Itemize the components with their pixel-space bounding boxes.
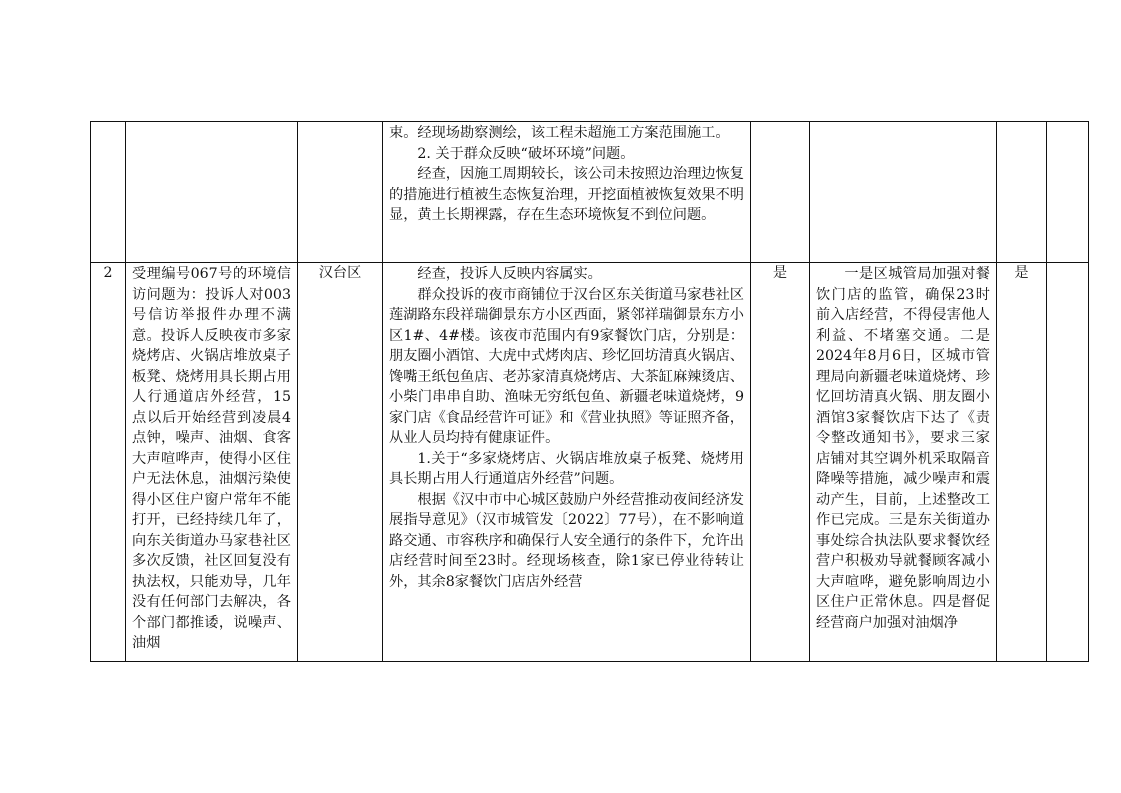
district-cell — [298, 122, 383, 263]
issue-text: 受理编号067号的环境信访问题为：投诉人对003号信访举报件办理不满意。投诉人反映夜市多家烧烤店、火锅店堆放桌子板凳、烧烤用具长期占用人行通道店外经营，15点以后开始经营到凌晨4点钟，噪声、油烟、食客大声喧哗声，使得小区住户无法休息，油烟污染使得小区住户窗户常年不能打开，已经持续几年了，向东关街道办马家巷社区多次反馈，社区回复没有执法权，只能劝导，几年没有任何部门去解决，各个部门都推诿，说噪声、油烟 — [132, 266, 291, 651]
complaint-table — [90, 121, 1089, 662]
closed-cell — [997, 122, 1047, 263]
findings-paragraph: 1.关于“多家烧烤店、火锅店堆放桌子板凳、烧烤用具长期占用人行通道店外经营”问题。 — [389, 450, 744, 487]
findings-cell — [383, 263, 751, 662]
remarks-cell — [1047, 263, 1089, 662]
findings-paragraph: 2. 关于群众反映“破坏环境”问题。 — [417, 145, 635, 162]
table-row — [91, 263, 1089, 662]
remarks-cell — [1047, 122, 1089, 263]
measures-cell — [810, 263, 997, 662]
measures-text: 一是区城管局加强对餐饮门店的监管，确保23时前入店经营，不得侵害他人利益、不堵塞交通。二是2024年8月6日，区城市管理局向新疆老味道烧烤、珍忆回坊清真火锅、朋友圈小酒馆3家餐饮店下达了《责令整改通知书》，要求三家店铺对其空调外机采取隔音降噪等措施，减少噪声和震动产生，目前，上述整改工作已完成。三是东关街道办事处综合执法队要求餐饮经营户积极劝导就餐顾客减小大声喧哗，避免影响周边小区住户正常休息。四是督促经营商户加强对油烟净 — [816, 266, 990, 631]
district-cell: 汉台区 — [298, 263, 383, 662]
findings-paragraph: 经查，因施工周期较长，该公司未按照边治理边恢复的措施进行植被生态恢复治理，开挖面植被恢复效果不明显，黄土长期裸露，存在生态环境恢复不到位问题。 — [389, 166, 744, 223]
verified-cell — [751, 122, 810, 263]
findings-paragraph: 经查，投诉人反映内容属实。 — [417, 266, 602, 282]
findings-cell — [383, 122, 751, 263]
issue-cell — [126, 122, 298, 263]
issue-cell — [126, 263, 298, 662]
row-number-cell: 2 — [91, 263, 126, 662]
findings-paragraph: 根据《汉中市中心城区鼓励户外经营推动夜间经济发展指导意见》（汉市城管发〔2022〕77号），在不影响道路交通、市容秩序和确保行人安全通行的条件下，允许出店经营时间至23时。经现场核查，除1家已停业待转让外，其余8家餐饮门店店外经营 — [389, 491, 744, 590]
row-number-cell — [91, 122, 126, 263]
findings-paragraph: 群众投诉的夜市商铺位于汉台区东关街道马家巷社区莲湖路东段祥瑞御景东方小区西面，紧邻祥瑞御景东方小区1#、4#楼。该夜市范围内有9家餐饮门店，分别是：朋友圈小酒馆、大虎中式烤肉店、珍忆回坊清真火锅店、馋嘴王纸包鱼店、老苏家清真烧烤店、大茶缸麻辣烫店、小柴门串串自助、渔味无穷纸包鱼、新疆老味道烧烤，9家门店《食品经营许可证》和《营业执照》等证照齐备，从业人员均持有健康证件。 — [389, 286, 744, 446]
verified-cell: 是 — [751, 263, 810, 662]
measures-cell — [810, 122, 997, 263]
findings-paragraph: 束。经现场勘察测绘，该工程未超施工方案范围施工。 — [389, 125, 730, 141]
table-row — [91, 122, 1089, 263]
closed-cell: 是 — [997, 263, 1047, 662]
